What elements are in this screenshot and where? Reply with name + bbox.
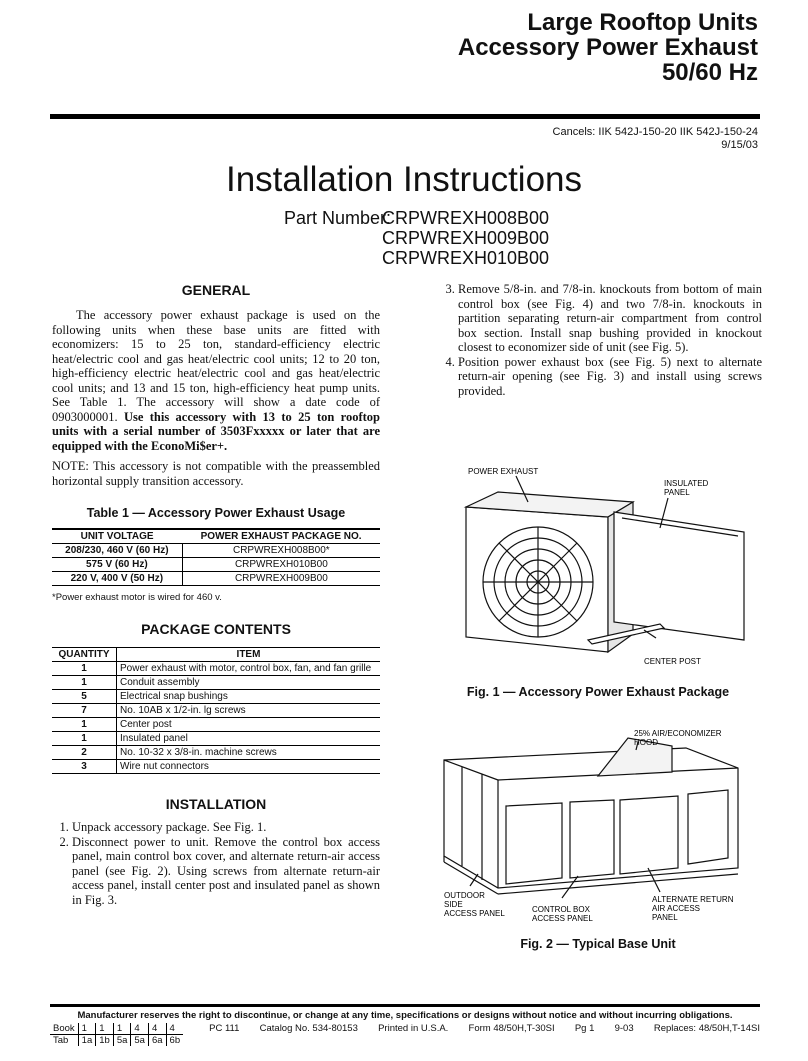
footer-notice: Manufacturer reserves the right to discontinue, or change at any time, specifications or designs without notice and without incurring obligations. — [77, 1010, 733, 1021]
book-cell: 1 — [96, 1023, 114, 1035]
part-number: CRPWREXH009B00 — [382, 228, 550, 248]
tab-cell: Tab — [53, 1035, 69, 1046]
table1 — [52, 528, 380, 586]
part-number: CRPWREXH008B00 — [382, 208, 550, 228]
footer-rule — [50, 1004, 760, 1007]
fig2-label: 25% AIR/ECONOMIZER — [634, 729, 722, 738]
cancels-text: Cancels: IIK 542J-150-20 IIK 542J-150-24 — [552, 126, 758, 138]
table-row — [52, 676, 380, 690]
table-row — [52, 718, 380, 732]
page-footer — [50, 1004, 760, 1046]
table-row — [52, 572, 380, 586]
quantity-cell: 1 — [52, 676, 117, 690]
right-column — [438, 282, 762, 398]
general-heading: GENERAL — [181, 282, 251, 298]
list-item: 1. Unpack accessory package. See Fig. 1. — [72, 820, 380, 835]
footer-form: Form 48/50H,T-30SI — [468, 1023, 555, 1034]
tab-row — [50, 1035, 183, 1047]
fig2-label: ACCESS PANEL — [444, 909, 505, 918]
item-cell: Electrical snap bushings — [117, 690, 381, 704]
header-title-line-2: Accessory Power Exhaust — [457, 34, 758, 61]
tab-cell: 1a — [78, 1035, 96, 1047]
fig1-label: POWER EXHAUST — [468, 467, 539, 476]
installation-heading: INSTALLATION — [165, 796, 267, 812]
book-tab-table — [50, 1023, 183, 1046]
footer-date-code: 9-03 — [614, 1023, 634, 1034]
fig1-caption: Fig. 1 — Accessory Power Exhaust Package — [466, 685, 730, 699]
package-contents-heading: PACKAGE CONTENTS — [141, 621, 291, 637]
figure-2 — [438, 728, 758, 950]
quantity-cell: 2 — [52, 746, 117, 760]
table1-col-header: UNIT VOLTAGE — [52, 529, 182, 544]
table1-title: Table 1 — Accessory Power Exhaust Usage — [86, 506, 346, 520]
list-item: 4. Position power exhaust box (see Fig. 5) next to alternate return-air opening (see Fig. 3) and install using screws provided. — [458, 355, 762, 399]
table1-col-header: POWER EXHAUST PACKAGE NO. — [182, 529, 380, 544]
fig2-label: SIDE — [444, 900, 463, 909]
fig2-label: PANEL — [652, 913, 678, 922]
tab-cell: 5a — [113, 1035, 131, 1047]
tab-cell: 6a — [148, 1035, 166, 1047]
general-bold-text: Use this accessory with 13 to 25 ton rooftop units with a serial number of 3503Fxxxxx or later that are equipped with the EconoMi$er+. — [52, 409, 380, 453]
header-title-line-1: Large Rooftop Units — [527, 9, 758, 36]
table-row — [52, 704, 380, 718]
fig2-caption: Fig. 2 — Typical Base Unit — [520, 937, 676, 951]
quantity-cell: 3 — [52, 760, 117, 774]
fig1-label: PANEL — [664, 488, 690, 497]
item-cell: No. 10AB x 1/2-in. lg screws — [117, 704, 381, 718]
document-header-title — [458, 10, 758, 85]
issue-date: 9/15/03 — [721, 139, 758, 151]
list-item: 2. Disconnect power to unit. Remove the control box access panel, main control box cover, and alternate return-air access panel (see Fig. 2). Using screws from alternate return-air access panel, install center post and insulated panel as shown in Fig. 3. — [72, 835, 380, 908]
header-rule — [50, 114, 760, 119]
table1-cell: CRPWREXH009B00 — [182, 572, 380, 586]
quantity-cell: 5 — [52, 690, 117, 704]
general-paragraph — [52, 308, 380, 453]
table-row — [52, 746, 380, 760]
item-cell: Insulated panel — [117, 732, 381, 746]
table-row — [52, 662, 380, 676]
quantity-cell: 7 — [52, 704, 117, 718]
quantity-cell: 1 — [52, 732, 117, 746]
installation-steps-continued — [438, 282, 762, 398]
table-row — [52, 558, 380, 572]
table1-header-row — [52, 529, 380, 544]
base-unit-illustration — [438, 728, 758, 926]
quantity-cell: 1 — [52, 662, 117, 676]
footer-printed: Printed in U.S.A. — [378, 1023, 449, 1034]
part-number: CRPWREXH010B00 — [382, 248, 550, 268]
package-col-header: ITEM — [117, 648, 381, 662]
item-cell: Center post — [117, 718, 381, 732]
header-title-line-3: 50/60 Hz — [661, 59, 758, 86]
item-cell: No. 10-32 x 3/8-in. machine screws — [117, 746, 381, 760]
package-col-header: QUANTITY — [52, 648, 117, 662]
fig2-label: OUTDOOR — [444, 891, 485, 900]
tab-cell: 5a — [131, 1035, 149, 1047]
table1-cell: CRPWREXH008B00* — [182, 544, 380, 558]
item-cell: Wire nut connectors — [117, 760, 381, 774]
item-cell: Power exhaust with motor, control box, fan, and fan grille — [117, 662, 381, 676]
list-item: 3. Remove 5/8-in. and 7/8-in. knockouts from bottom of main control box (see Fig. 4) and two 7/8-in. knockouts in partition separating return-air compartment from control box section. Install snap bushing provided in knockout closest to economizer side of unit (see Fig. 5). — [458, 282, 762, 355]
book-cell: 4 — [148, 1023, 166, 1035]
table1-footnote: *Power exhaust motor is wired for 460 v. — [52, 592, 222, 603]
table1-cell: 208/230, 460 V (60 Hz) — [52, 544, 182, 558]
table-row — [52, 690, 380, 704]
book-cell: 1 — [113, 1023, 131, 1035]
fig2-label: CONTROL BOX — [532, 905, 590, 914]
table1-cell: CRPWREXH010B00 — [182, 558, 380, 572]
figure-1 — [438, 462, 758, 698]
package-header-row — [52, 648, 380, 662]
table-row — [52, 732, 380, 746]
fig2-label: HOOD — [634, 738, 658, 747]
table-row — [52, 760, 380, 774]
book-cell: 4 — [131, 1023, 149, 1035]
package-contents-table — [52, 647, 380, 774]
fig1-label: INSULATED — [664, 479, 709, 488]
general-text: The accessory power exhaust package is used on the following units when these base units are fitted with economizers: 15 to 25 ton, standard-efficiency electric heat/electric cool and gas heat/electric cool units; 12 to 20 ton, high-efficiency electric heat/electric cool and gas heat/electric cool units; and 13 and 15 ton, high-efficiency heat pump units. See Table 1. The accessory will show a date code of 0903000001. — [52, 308, 380, 424]
footer-page: Pg 1 — [574, 1023, 595, 1034]
general-note: NOTE: This accessory is not compatible with the preassembled horizontal supply transition accessory. — [52, 459, 380, 488]
tab-cell: 6b — [166, 1035, 183, 1047]
footer-replaces: Replaces: 48/50H,T-14SI — [653, 1023, 760, 1034]
installation-steps — [52, 820, 380, 907]
cancels-block — [553, 126, 758, 152]
book-cell: 4 — [166, 1023, 183, 1035]
fig2-label: ALTERNATE RETURN — [652, 895, 734, 904]
page-title: Installation Instructions — [225, 160, 582, 199]
part-number-label: Part Number: — [284, 208, 392, 228]
fig1-label: CENTER POST — [644, 657, 701, 666]
book-cell: 1 — [78, 1023, 96, 1035]
table1-cell: 575 V (60 Hz) — [52, 558, 182, 572]
fig2-label: ACCESS PANEL — [532, 914, 593, 923]
part-number-list — [382, 208, 549, 268]
power-exhaust-illustration — [438, 462, 758, 672]
footer-pc: PC 111 — [209, 1023, 240, 1034]
table1-cell: 220 V, 400 V (50 Hz) — [52, 572, 182, 586]
left-column — [52, 282, 380, 907]
fig2-label: AIR ACCESS — [652, 904, 701, 913]
footer-catalog: Catalog No. 534-80153 — [259, 1023, 358, 1034]
book-cell: Book — [50, 1023, 78, 1035]
tab-cell: 1b — [96, 1035, 114, 1047]
footer-meta — [183, 1023, 760, 1034]
footer-info-row — [50, 1023, 760, 1046]
quantity-cell: 1 — [52, 718, 117, 732]
book-row — [50, 1023, 183, 1035]
table-row — [52, 544, 380, 558]
item-cell: Conduit assembly — [117, 676, 381, 690]
